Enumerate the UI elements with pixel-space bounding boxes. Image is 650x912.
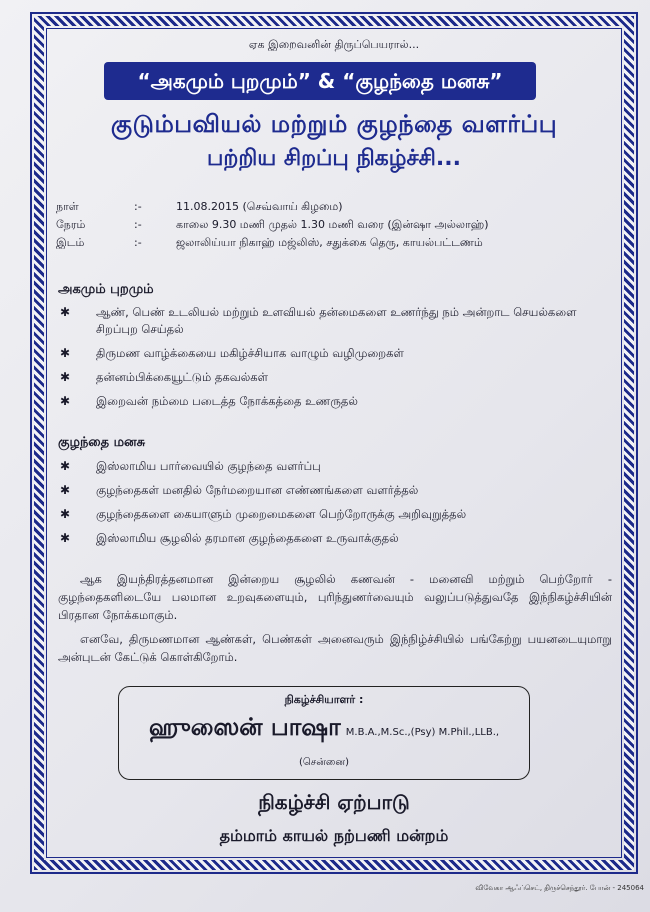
speaker-degrees: M.B.A.,M.Sc.,(Psy) M.Phil.,LLB., [345, 727, 500, 738]
list-item [60, 482, 610, 499]
list-item-text: திருமண வாழ்க்கையை மகிழ்ச்சியாக வாழும் வழிமுறைகள் [96, 346, 404, 360]
list-item-text: ஆண், பெண் உடலியல் மற்றும் உளவியல் தன்மைகளை உணர்ந்து நம் அன்றாட செயல்களை சிறப்புற செய்தல் [96, 305, 577, 336]
list-item [60, 369, 610, 386]
list-item-text: குழந்தைகள் மனதில் நேர்மறையான எண்ணங்களை வளர்த்தல் [96, 483, 419, 497]
detail-value: ஜலாலிய்யா நிகாஹ் மஜ்லிஸ், சதுக்கை தெரு, காயல்பட்டணம் [176, 236, 483, 249]
detail-row-time [56, 218, 606, 236]
asterisk-icon: ✱ [60, 346, 71, 360]
list-item-text: தன்னம்பிக்கையூட்டும் தகவல்கள் [96, 370, 268, 384]
detail-separator: :- [134, 200, 142, 213]
list-item [60, 345, 610, 362]
speaker-city: (சென்னை) [299, 757, 349, 768]
speaker-label: நிகழ்ச்சியாளர் : [284, 693, 364, 706]
asterisk-icon: ✱ [60, 370, 71, 384]
section2-list [60, 458, 610, 554]
detail-row-venue [56, 236, 606, 254]
detail-separator: :- [134, 218, 142, 231]
detail-label: இடம் [56, 236, 85, 249]
list-item-text: குழந்தைகளை கையாளும் முறைமைகளை பெற்றோருக்கு அறிவுறுத்தல் [96, 507, 467, 521]
detail-label: நேரம் [56, 218, 86, 231]
detail-row-date [56, 200, 606, 218]
list-item [60, 393, 610, 410]
invocation-text: ஏக இறைவனின் திருப்பெயரால்... [248, 38, 420, 51]
section1-list [60, 304, 610, 417]
main-title-line2: பற்றிய சிறப்பு நிகழ்ச்சி... [207, 146, 461, 171]
speaker-line [119, 713, 529, 744]
detail-label: நாள் [56, 200, 79, 213]
list-item-text: இஸ்லாமிய சூழலில் தரமான குழந்தைகளை உருவாக்குதல் [96, 531, 399, 545]
organizer-name: தம்மாம் காயல் நற்பணி மன்றம் [219, 826, 449, 845]
list-item-text: இஸ்லாமிய பார்வையில் குழந்தை வளர்ப்பு [96, 459, 321, 473]
program-banner: “அகமும் புறமும்” & “குழந்தை மனசு” [104, 62, 536, 100]
asterisk-icon: ✱ [60, 305, 71, 319]
detail-value: காலை 9.30 மணி முதல் 1.30 மணி வரை (இன்ஷா அல்லாஹ்) [176, 218, 489, 231]
asterisk-icon: ✱ [60, 459, 71, 473]
speaker-box [118, 686, 530, 780]
printer-credit: விவேகா ஆஃப்செட், திருச்செந்தூர். போன் - 245064 [475, 884, 644, 892]
main-title-line1: குடும்பவியல் மற்றும் குழந்தை வளர்ப்பு [110, 110, 558, 138]
list-item-text: இறைவன் நம்மை படைத்த நோக்கத்தை உணருதல் [96, 394, 358, 408]
arrangement-title: நிகழ்ச்சி ஏற்பாடு [258, 790, 410, 814]
detail-value: 11.08.2015 (செவ்வாய் கிழமை) [176, 200, 343, 213]
invitation-paragraph: எனவே, திருமணமான ஆண்கள், பெண்கள் அனைவரும் இந்நிழ்ச்சியில் பங்கேற்று பயனடையுமாறு அன்புடன் கேட்டுக் கொள்கிறோம். [58, 632, 612, 664]
asterisk-icon: ✱ [60, 394, 71, 408]
asterisk-icon: ✱ [60, 483, 71, 497]
speaker-name: ஹுஸைன் பாஷா [148, 713, 341, 741]
detail-separator: :- [134, 236, 142, 249]
list-item [60, 304, 610, 338]
asterisk-icon: ✱ [60, 531, 71, 545]
section1-heading: அகமும் புறமும் [58, 282, 154, 297]
list-item [60, 458, 610, 475]
section2-heading: குழந்தை மனசு [58, 435, 146, 450]
purpose-paragraph: ஆக இயந்திரத்தனமான இன்றைய சூழலில் கணவன் - மனைவி மற்றும் பெற்றோர் - குழந்தைகளிடையே பலமான உறவுகளையும், புரிந்துணர்வையும் வலுப்படுத்துவதே இந்நிகழ்ச்சியின் பிரதான நோக்கமாகும். [58, 572, 612, 622]
list-item [60, 530, 610, 547]
event-details [56, 200, 606, 254]
asterisk-icon: ✱ [60, 507, 71, 521]
list-item [60, 506, 610, 523]
